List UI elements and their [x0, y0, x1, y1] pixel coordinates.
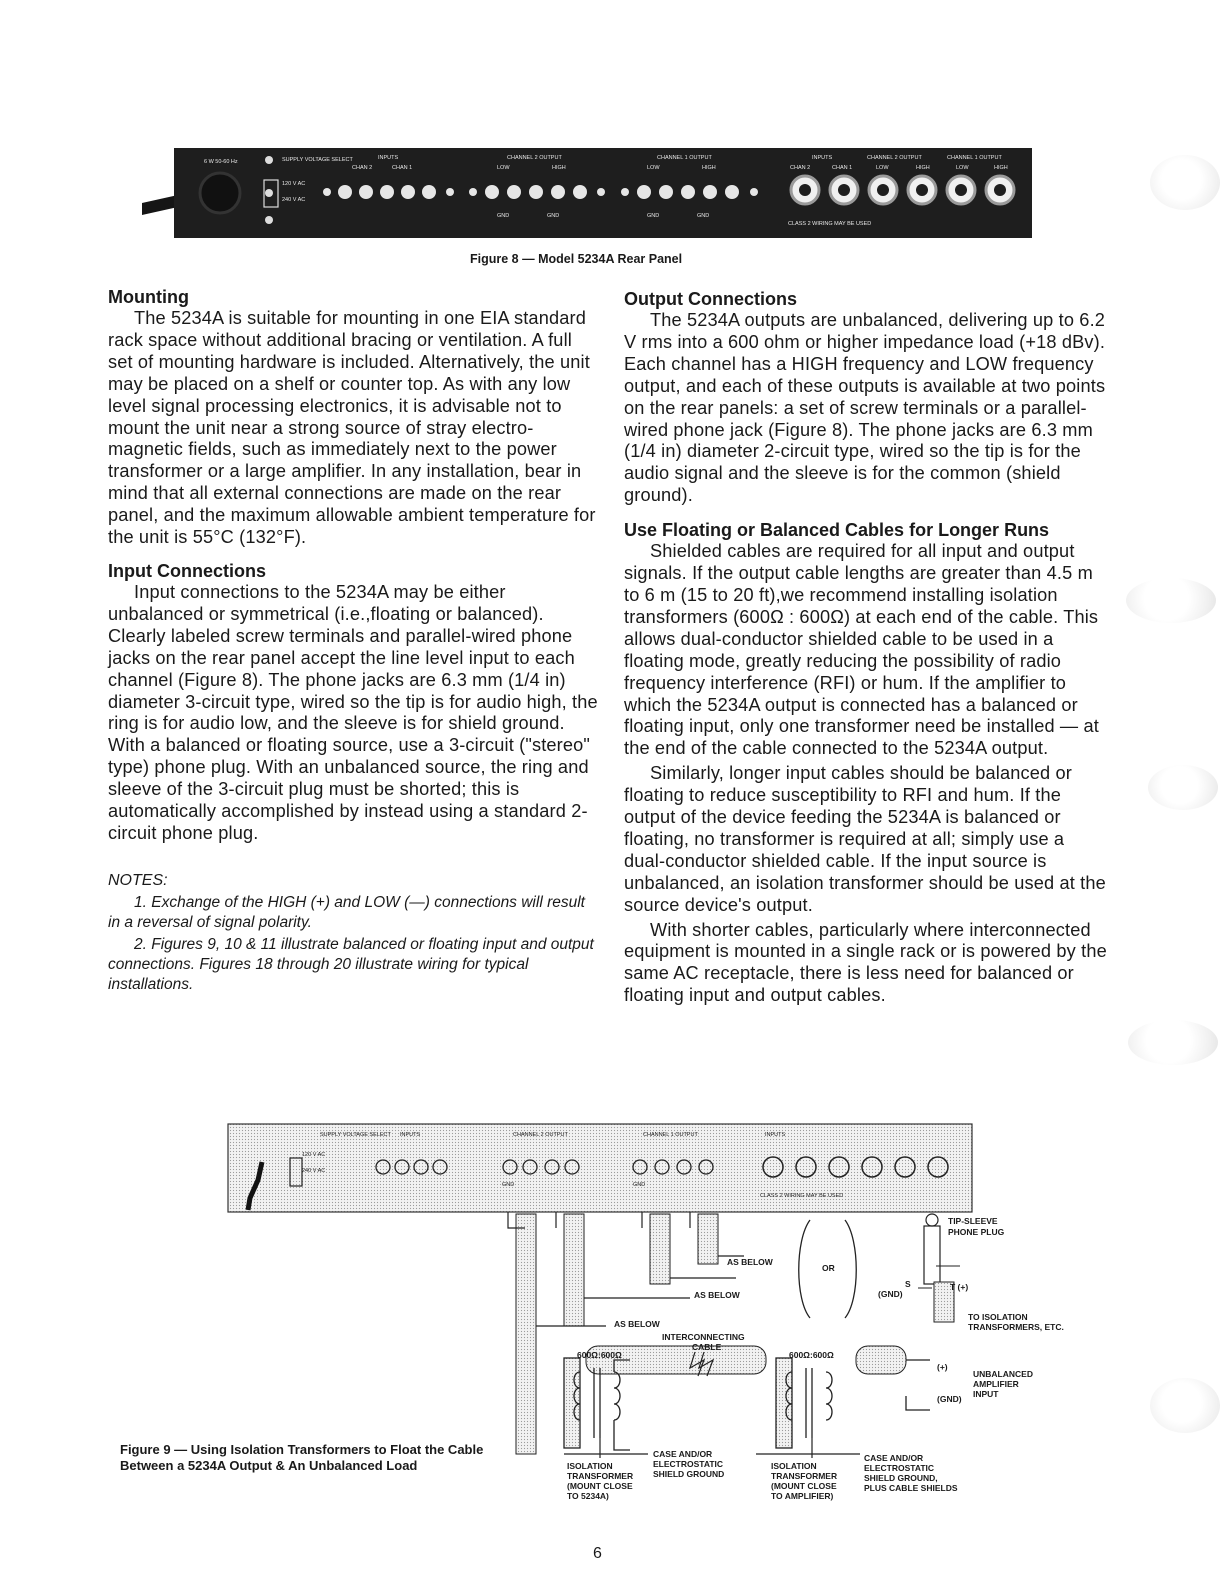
mounting-text: The 5234A is suitable for mounting in one EIA standard rack space without additional bracing or ventilation. A full set of mounting hardware is included. Alternatively, the unit may be placed on a shelf or counter top. As with any low level signal processing electronics, it is advisable not to mount the unit near a strong source of stray electro-magnetic fields, such as immediately next to the power transformer or a large amplifier. In any installation, bear in mind that all external connections are made on the rear panel, and the maximum allowable ambient temperature for the unit is 55°C (132°F).: [108, 308, 596, 548]
svg-text:GND: GND: [497, 213, 510, 219]
chan2-label: CHAN 2: [352, 165, 373, 171]
svg-text:CHANNEL 2 OUTPUT: CHANNEL 2 OUTPUT: [867, 155, 922, 161]
svg-text:HIGH: HIGH: [702, 165, 716, 171]
floating-paragraph-3: With shorter cables, particularly where interconnected equipment is mounted in a single rack or is powered by the same AC receptacle, there is less need for balanced or floating input and output cables.: [624, 919, 1107, 1006]
v240-label: 240 V AC: [282, 197, 306, 203]
punch-hole-4: [1128, 1020, 1218, 1065]
case-left-label: CASE AND/OR ELECTROSTATIC SHIELD GROUND: [653, 1449, 725, 1479]
or-label: OR: [822, 1263, 835, 1273]
punch-hole-3: [1148, 765, 1218, 810]
ch2-output-label: CHANNEL 2 OUTPUT: [507, 155, 562, 161]
note-1: 1. Exchange of the HIGH (+) and LOW (—) connections will result in a reversal of signal polarity.: [108, 893, 585, 931]
svg-text:120 V AC: 120 V AC: [302, 1152, 326, 1158]
left-column: [108, 286, 600, 995]
svg-text:GND: GND: [697, 213, 710, 219]
input-connections-text: Input connections to the 5234A may be either unbalanced or symmetrical (i.e.,floating or balanced). Clearly labeled screw terminals and parallel-wired phone jacks on the rear panel accept the line level input to each channel (Figure 8). The phone jacks are 6.3 mm (1/4 in) diameter 3-circuit type, wired so the tip is for audio high, the ring is for audio low, and the sleeve is for shield ground. With a balanced or floating source, use a 3-circuit ("stereo" type) phone plug. With an unbalanced source, the ring and sleeve of the 3-circuit plug must be shorted; this is automatically accomplished by instead using a standard 2-circuit phone plug.: [108, 581, 598, 843]
punch-hole-top: [1150, 155, 1220, 210]
ch1-output-label: CHANNEL 1 OUTPUT: [657, 155, 712, 161]
svg-text:CHANNEL 1 OUTPUT: CHANNEL 1 OUTPUT: [947, 155, 1002, 161]
right-isolation-transformer: [776, 1358, 930, 1448]
screw-terminal-strip: [323, 185, 758, 199]
case-right-label: CASE AND/OR ELECTROSTATIC SHIELD GROUND, PLUS CABLE SHIELDS: [864, 1453, 958, 1493]
svg-text:CHANNEL 2 OUTPUT: CHANNEL 2 OUTPUT: [513, 1132, 568, 1138]
svg-text:LOW: LOW: [876, 165, 889, 171]
svg-text:HIGH: HIGH: [916, 165, 930, 171]
class2-label: CLASS 2 WIRING MAY BE USED: [788, 221, 872, 227]
svg-text:SUPPLY VOLTAGE SELECT: SUPPLY VOLTAGE SELECT: [320, 1132, 391, 1138]
svg-text:GND: GND: [633, 1182, 646, 1188]
svg-text:INPUTS: INPUTS: [812, 155, 833, 161]
punch-hole-2: [1126, 578, 1216, 623]
v120-label: 120 V AC: [282, 181, 306, 187]
svg-text:CLASS 2 WIRING MAY BE USED: CLASS 2 WIRING MAY BE USED: [760, 1193, 844, 1199]
svg-text:CHANNEL 1 OUTPUT: CHANNEL 1 OUTPUT: [643, 1132, 698, 1138]
svg-text:HIGH: HIGH: [552, 165, 566, 171]
notes-heading: NOTES:: [108, 871, 168, 889]
figure-8-caption: Figure 8 — Model 5234A Rear Panel: [470, 252, 683, 266]
floating-heading: Use Floating or Balanced Cables for Longer Runs: [624, 520, 1050, 541]
input-connections-heading: Input Connections: [108, 560, 266, 581]
svg-text:240 V AC: 240 V AC: [302, 1168, 326, 1174]
output-connections-text: The 5234A outputs are unbalanced, delivering up to 6.2 V rms into a 600 ohm or higher impedance load (+18 dBv). Each channel has a HIGH frequency and LOW frequency output, and each of these outputs is available at two points on the rear panels: a set of screw terminals or a parallel-wired phone jack (Figure 8). The phone jacks are 6.3 mm (1/4 in) diameter 2-circuit type, wired so the tip is for the audio signal and the sleeve is for the common (shield ground).: [624, 310, 1106, 506]
svg-text:LOW: LOW: [497, 165, 510, 171]
svg-text:LOW: LOW: [647, 165, 660, 171]
power-label: 6 W 50-60 Hz: [204, 159, 238, 165]
iso-right-label: ISOLATION TRANSFORMER (MOUNT CLOSE TO AMPLIFIER): [771, 1461, 838, 1501]
chan1-label: CHAN 1: [392, 165, 413, 171]
right-column: [624, 288, 1110, 1007]
floating-paragraph-2: Similarly, longer input cables should be balanced or floating to reduce susceptibility to RFI and hum. If the output of the device feeding the 5234A is balanced or floating, no transformer is required at all; simply use a dual-conductor shielded cable. If the input source is unbalanced, an isolation transformer should be used at the source device's output.: [624, 763, 1106, 915]
svg-text:INPUTS: INPUTS: [400, 1132, 421, 1138]
svg-text:CHAN 2: CHAN 2: [790, 165, 811, 171]
supply-label: SUPPLY VOLTAGE SELECT: [282, 157, 353, 163]
svg-text:HIGH: HIGH: [994, 165, 1008, 171]
figure-9-caption: Figure 9 — Using Isolation Transformers to Float the Cable Between a 5234A Output & An Unbalanced Load: [120, 1442, 484, 1473]
page-number: 6: [593, 1545, 602, 1562]
figure-8-rear-panel: [142, 145, 1032, 241]
mounting-heading: Mounting: [108, 287, 189, 307]
svg-text:GND: GND: [502, 1182, 515, 1188]
svg-text:INPUTS: INPUTS: [765, 1132, 786, 1138]
svg-text:GND: GND: [647, 213, 660, 219]
note-2: 2. Figures 9, 10 & 11 illustrate balanced or floating input and output connections. Figures 18 through 20 illustrate wiring for typical installations.: [108, 935, 594, 993]
punch-hole-bottom: [1150, 1378, 1220, 1433]
iso-left-label: ISOLATION TRANSFORMER (MOUNT CLOSE TO 5234A): [567, 1461, 634, 1501]
svg-text:LOW: LOW: [956, 165, 969, 171]
floating-paragraph-1: Shielded cables are required for all input and output signals. If the output cable lengths are greater than 4.5 m to 6 m (15 to 20 ft),we recommend installing isolation transformers (600Ω : 600Ω) at each end of the cable. This allows dual-conductor shielded cable to be used in a floating mode, greatly reducing the possibility of radio frequency interference (RFI) or hum. If the amplifier to which the 5234A output is connected has a balanced or floating input, only one transformer need be installed — at the end of the cable connected to the 5234A output.: [624, 541, 1099, 759]
svg-text:CHAN 1: CHAN 1: [832, 165, 853, 171]
output-connections-heading: Output Connections: [624, 289, 797, 309]
inputs-label: INPUTS: [378, 155, 399, 161]
svg-text:GND: GND: [547, 213, 560, 219]
